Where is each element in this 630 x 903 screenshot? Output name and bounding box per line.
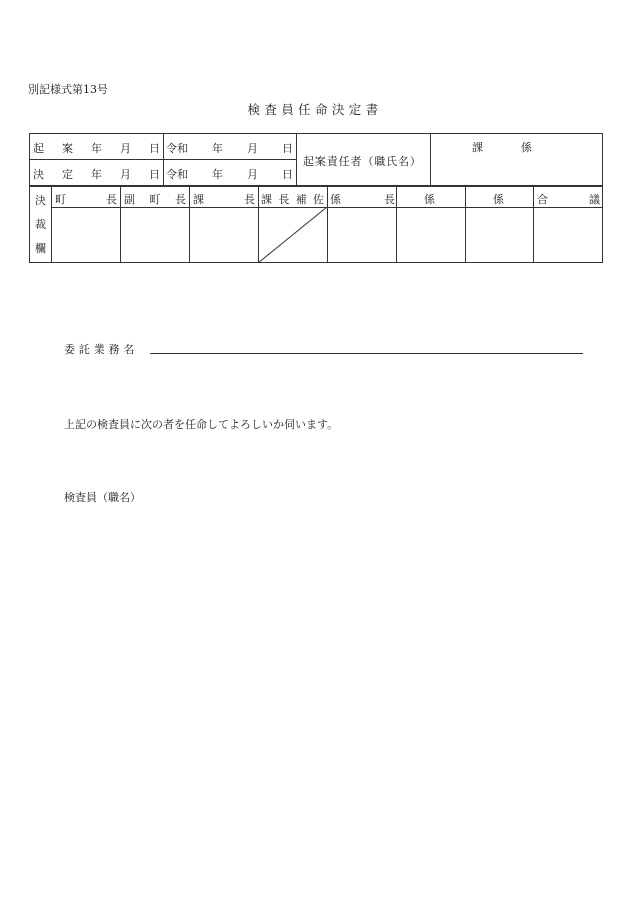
section-label: 課 — [472, 141, 483, 154]
col-staff-1: 係 — [424, 193, 435, 206]
col-mayor: 町 長 — [55, 193, 117, 206]
col-section-chief: 課 長 — [193, 193, 255, 206]
form-number: 別記様式第13号 — [28, 83, 108, 96]
document-title: 検査員任命決定書 — [247, 102, 383, 117]
request-text: 上記の検査員に次の者を任命してよろしいか伺います。 — [64, 418, 339, 431]
drafted-date-label: 起 案 年 月 日 — [33, 142, 160, 155]
decided-date-label: 決 定 年 月 日 — [33, 168, 160, 181]
approval-side-label: 決 裁 欄 — [35, 194, 46, 255]
col-deputy-mayor: 副 町 長 — [124, 193, 186, 206]
col-assistant-section-chief: 課 長 補 佐 — [261, 193, 324, 206]
diagonal-slash — [258, 207, 328, 263]
col-staff-2: 係 — [493, 193, 504, 206]
task-name-underline — [150, 353, 583, 354]
col-consultation: 合 議 — [537, 193, 600, 206]
staff-label: 係 — [521, 141, 532, 154]
inspector-label: 検査員（職名） — [64, 491, 141, 504]
responsible-person-label: 起案責任者（職氏名） — [303, 155, 422, 168]
drafted-date-field: 令和 年 月 日 — [166, 142, 293, 155]
col-group-chief: 係 長 — [330, 193, 395, 206]
decided-date-field: 令和 年 月 日 — [166, 168, 293, 181]
task-name-label: 委託業務名 — [64, 343, 139, 356]
